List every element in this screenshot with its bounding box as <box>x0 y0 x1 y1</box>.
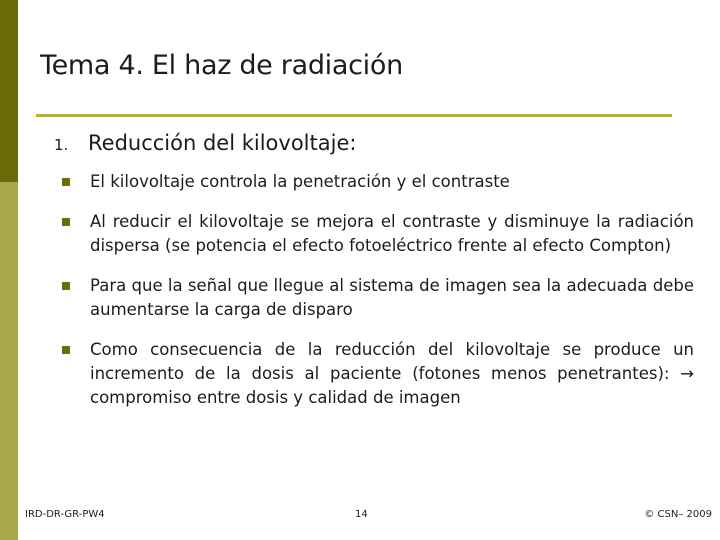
bullet-text: Al reducir el kilovoltaje se mejora el contraste y disminuye la radiación dispersa (se potencia el efecto fotoeléctrico frente al efecto Compton) <box>90 212 694 255</box>
bullet-text: El kilovoltaje controla la penetración y el contraste <box>90 172 510 191</box>
bullet-item <box>62 210 694 258</box>
sidebar-bar-bottom <box>0 182 18 540</box>
bullet-item <box>62 338 694 410</box>
square-bullet-icon <box>62 178 70 186</box>
footer-document-code: IRD-DR-GR-PW4 <box>25 509 105 520</box>
title-underline <box>36 114 672 117</box>
sidebar-bar-top <box>0 0 18 182</box>
bullet-item <box>62 170 694 194</box>
bullet-text: Para que la señal que llegue al sistema de imagen sea la adecuada debe aumentarse la carga de disparo <box>90 276 694 319</box>
item-number: 1. <box>54 136 69 154</box>
bullet-list <box>62 170 694 426</box>
square-bullet-icon <box>62 218 70 226</box>
bullet-item <box>62 274 694 322</box>
square-bullet-icon <box>62 346 70 354</box>
square-bullet-icon <box>62 282 70 290</box>
footer-copyright: © CSN– 2009 <box>644 509 712 520</box>
footer-page-number: 14 <box>355 509 368 520</box>
slide-title: Tema 4. El haz de radiación <box>40 50 403 81</box>
item-heading: Reducción del kilovoltaje: <box>88 131 357 155</box>
bullet-text: Como consecuencia de la reducción del kilovoltaje se produce un incremento de la dosis al paciente (fotones menos penetrantes): → compromiso entre dosis y calidad de imagen <box>90 340 694 407</box>
